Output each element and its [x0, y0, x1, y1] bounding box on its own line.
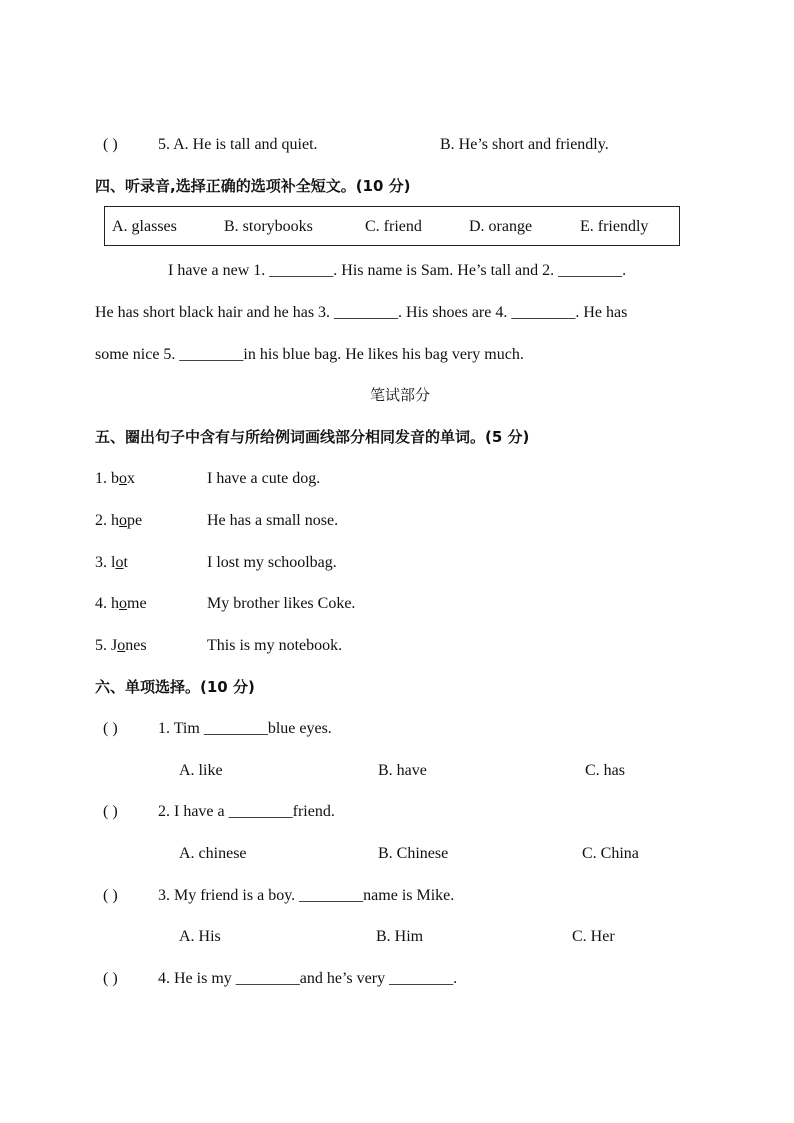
- section-5-heading: 五、圈出句子中含有与所给例词画线部分相同发音的单词。(5 分): [95, 428, 530, 446]
- example-word: 1. box: [95, 470, 135, 487]
- example-word: 3. lot: [95, 554, 128, 571]
- option-a: A. chinese: [179, 845, 247, 862]
- option-c: C. has: [585, 762, 625, 779]
- example-word: 2. hope: [95, 512, 143, 529]
- option-c: C. Her: [572, 928, 615, 945]
- answer-paren: ( ): [103, 136, 118, 153]
- example-sentence[interactable]: He has a small nose.: [207, 512, 339, 529]
- question-stem: 2. I have a ________friend.: [158, 803, 335, 820]
- question-stem: 4. He is my ________and he’s very ________.: [158, 970, 458, 987]
- option-a: A. like: [179, 762, 223, 779]
- example-sentence[interactable]: My brother likes Coke.: [207, 595, 356, 612]
- passage-line-2: He has short black hair and he has 3. ________. His shoes are 4. ________. He has: [95, 304, 628, 321]
- written-part-title: 笔试部分: [370, 386, 431, 404]
- question-stem: 1. Tim ________blue eyes.: [158, 720, 332, 737]
- option-b: B. Him: [376, 928, 424, 945]
- question-stem: 3. My friend is a boy. ________name is Mike.: [158, 887, 455, 904]
- example-word: 4. home: [95, 595, 147, 612]
- example-sentence[interactable]: I lost my schoolbag.: [207, 554, 337, 571]
- section-4-heading: 四、听录音,选择正确的选项补全短文。(10 分): [95, 177, 411, 195]
- passage-line-1: I have a new 1. ________. His name is Sam. He’s tall and 2. ________.: [168, 262, 627, 279]
- option-b: B. have: [378, 762, 427, 779]
- word-bank-option: B. storybooks: [224, 218, 313, 235]
- question-5-option-b: B. He’s short and friendly.: [440, 136, 609, 153]
- word-bank-option: A. glasses: [112, 218, 177, 235]
- section-6-heading: 六、单项选择。(10 分): [95, 678, 255, 696]
- word-bank-option: C. friend: [365, 218, 422, 235]
- answer-paren[interactable]: ( ): [103, 970, 118, 987]
- example-word: 5. Jones: [95, 637, 147, 654]
- word-bank-box: [104, 206, 680, 246]
- example-sentence[interactable]: This is my notebook.: [207, 637, 343, 654]
- answer-paren[interactable]: ( ): [103, 803, 118, 820]
- word-bank-option: E. friendly: [580, 218, 649, 235]
- answer-paren[interactable]: ( ): [103, 887, 118, 904]
- passage-line-3: some nice 5. ________in his blue bag. He likes his bag very much.: [95, 346, 524, 363]
- option-a: A. His: [179, 928, 221, 945]
- word-bank-option: D. orange: [469, 218, 533, 235]
- question-5-option-a: 5. A. He is tall and quiet.: [158, 136, 318, 153]
- option-c: C. China: [582, 845, 639, 862]
- answer-paren[interactable]: ( ): [103, 720, 118, 737]
- option-b: B. Chinese: [378, 845, 449, 862]
- example-sentence[interactable]: I have a cute dog.: [207, 470, 321, 487]
